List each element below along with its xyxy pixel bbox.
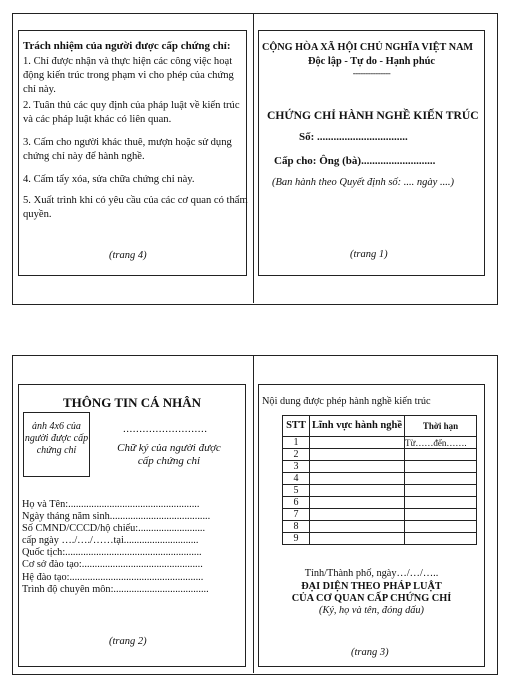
top-fold-line	[253, 13, 254, 303]
row-field	[310, 521, 405, 533]
header-stt: STT	[283, 416, 310, 437]
certificate-title: CHỨNG CHỈ HÀNH NGHỀ KIẾN TRÚC	[267, 109, 479, 122]
table-row	[283, 521, 477, 533]
photo-placeholder: ảnh 4x6 của người được cấp chứng chỉ	[23, 412, 90, 477]
responsibility-item-5: 5. Xuất trình khi có yêu cầu của các cơ quan có thẩm quyền.	[23, 195, 248, 220]
row-number: 1	[283, 437, 310, 449]
row-duration	[405, 473, 477, 485]
national-motto: Độc lập - Tự do - Hạnh phúc	[307, 56, 435, 67]
responsibility-item-1: 1. Chỉ được nhận và thực hiện các công việc hoạt động kiến trúc trong phạm vi cho phép của chứng chỉ này.	[23, 56, 234, 95]
field-nationality: Quốc tịch:.....................................................	[22, 547, 202, 559]
responsibilities-title: Trách nhiệm của người được cấp chứng chỉ:	[23, 40, 231, 52]
table-row	[283, 437, 477, 449]
page-4-label: (trang 4)	[109, 250, 147, 261]
row-field	[310, 497, 405, 509]
responsibility-item-2: 2. Tuân thủ các quy định của pháp luật về kiến trúc và các pháp luật khác có liên quan.	[23, 100, 240, 125]
field-institution: Cơ sở đào tạo:...............................................	[22, 559, 203, 571]
field-qualification: Trình độ chuyên môn:.....................................	[22, 583, 209, 595]
row-duration	[405, 461, 477, 473]
row-number: 9	[283, 533, 310, 545]
row-field	[310, 533, 405, 545]
table-row	[283, 497, 477, 509]
table-row	[283, 449, 477, 461]
field-birth-date: Ngày tháng năm sinh.......................................	[22, 511, 211, 523]
table-row	[283, 533, 477, 545]
row-number: 6	[283, 497, 310, 509]
page-1-panel	[258, 30, 485, 276]
row-duration	[405, 449, 477, 461]
table-row	[283, 485, 477, 497]
signature-label: Chữ ký của người được cấp chứng chỉ	[117, 442, 221, 467]
row-duration	[405, 509, 477, 521]
row-duration: Từ……đến…….	[405, 437, 477, 449]
table-row	[283, 509, 477, 521]
legal-rep-line-2: CỦA CƠ QUAN CẤP CHỨNG CHỈ	[291, 593, 452, 604]
table-header-row	[283, 416, 477, 437]
decision-reference: (Ban hành theo Quyết định số: .... ngày ....)	[272, 177, 454, 188]
row-number: 4	[283, 473, 310, 485]
header-field: Lĩnh vực hành nghề	[310, 416, 405, 437]
legal-rep-line-1: ĐẠI DIỆN THEO PHÁP LUẬT	[301, 581, 442, 592]
row-number: 8	[283, 521, 310, 533]
row-field	[310, 473, 405, 485]
personal-info-heading: THÔNG TIN CÁ NHÂN	[62, 395, 202, 410]
row-duration	[405, 521, 477, 533]
field-id-number: Số CMND/CCCD/hộ chiếu:..........................	[22, 523, 206, 535]
sign-stamp-note: (Ký, họ và tên, đóng dấu)	[319, 605, 424, 616]
page-2-label: (trang 2)	[109, 636, 147, 647]
page-3-label: (trang 3)	[351, 647, 389, 658]
row-field	[310, 461, 405, 473]
row-duration	[405, 485, 477, 497]
page-2-panel	[18, 384, 246, 667]
row-duration	[405, 533, 477, 545]
bottom-fold-line	[253, 355, 254, 673]
page-4-panel	[18, 30, 247, 276]
row-field	[310, 437, 405, 449]
practice-scope-intro: Nội dung được phép hành nghề kiến trúc	[262, 396, 431, 407]
nation-name: CỘNG HÒA XÃ HỘI CHỦ NGHĨA VIỆT NAM	[262, 42, 474, 53]
practice-table	[282, 415, 477, 545]
issued-to-line: Cấp cho: Ông (bà)...........................	[274, 155, 436, 167]
responsibility-item-4: 4. Cấm tẩy xóa, sửa chữa chứng chỉ này.	[23, 174, 195, 185]
table-row	[283, 473, 477, 485]
row-number: 7	[283, 509, 310, 521]
signature-dots: ..........................	[123, 423, 208, 435]
place-date-line: Tỉnh/Thành phố, ngày…/…/…..	[304, 568, 439, 579]
row-number: 3	[283, 461, 310, 473]
motto-underline: ---------------	[352, 68, 391, 78]
row-field	[310, 485, 405, 497]
row-number: 5	[283, 485, 310, 497]
table-row	[283, 461, 477, 473]
header-duration: Thời hạn	[405, 416, 477, 437]
field-training-type: Hệ đào tạo:....................................................	[22, 571, 204, 583]
field-id-issue: cấp ngày …./…./……tại.............................	[22, 535, 199, 547]
page-3-panel	[258, 384, 485, 667]
row-field	[310, 509, 405, 521]
certificate-number-line: Số: .................................	[299, 131, 408, 143]
responsibility-item-3: 3. Cấm cho người khác thuê, mượn hoặc sử dụng chứng chỉ này để hành nghề.	[23, 137, 232, 162]
page-1-label: (trang 1)	[350, 249, 388, 260]
row-duration	[405, 497, 477, 509]
row-number: 2	[283, 449, 310, 461]
personal-fields	[22, 499, 210, 596]
field-full-name: Họ và Tên:...................................................	[22, 499, 200, 510]
row-field	[310, 449, 405, 461]
